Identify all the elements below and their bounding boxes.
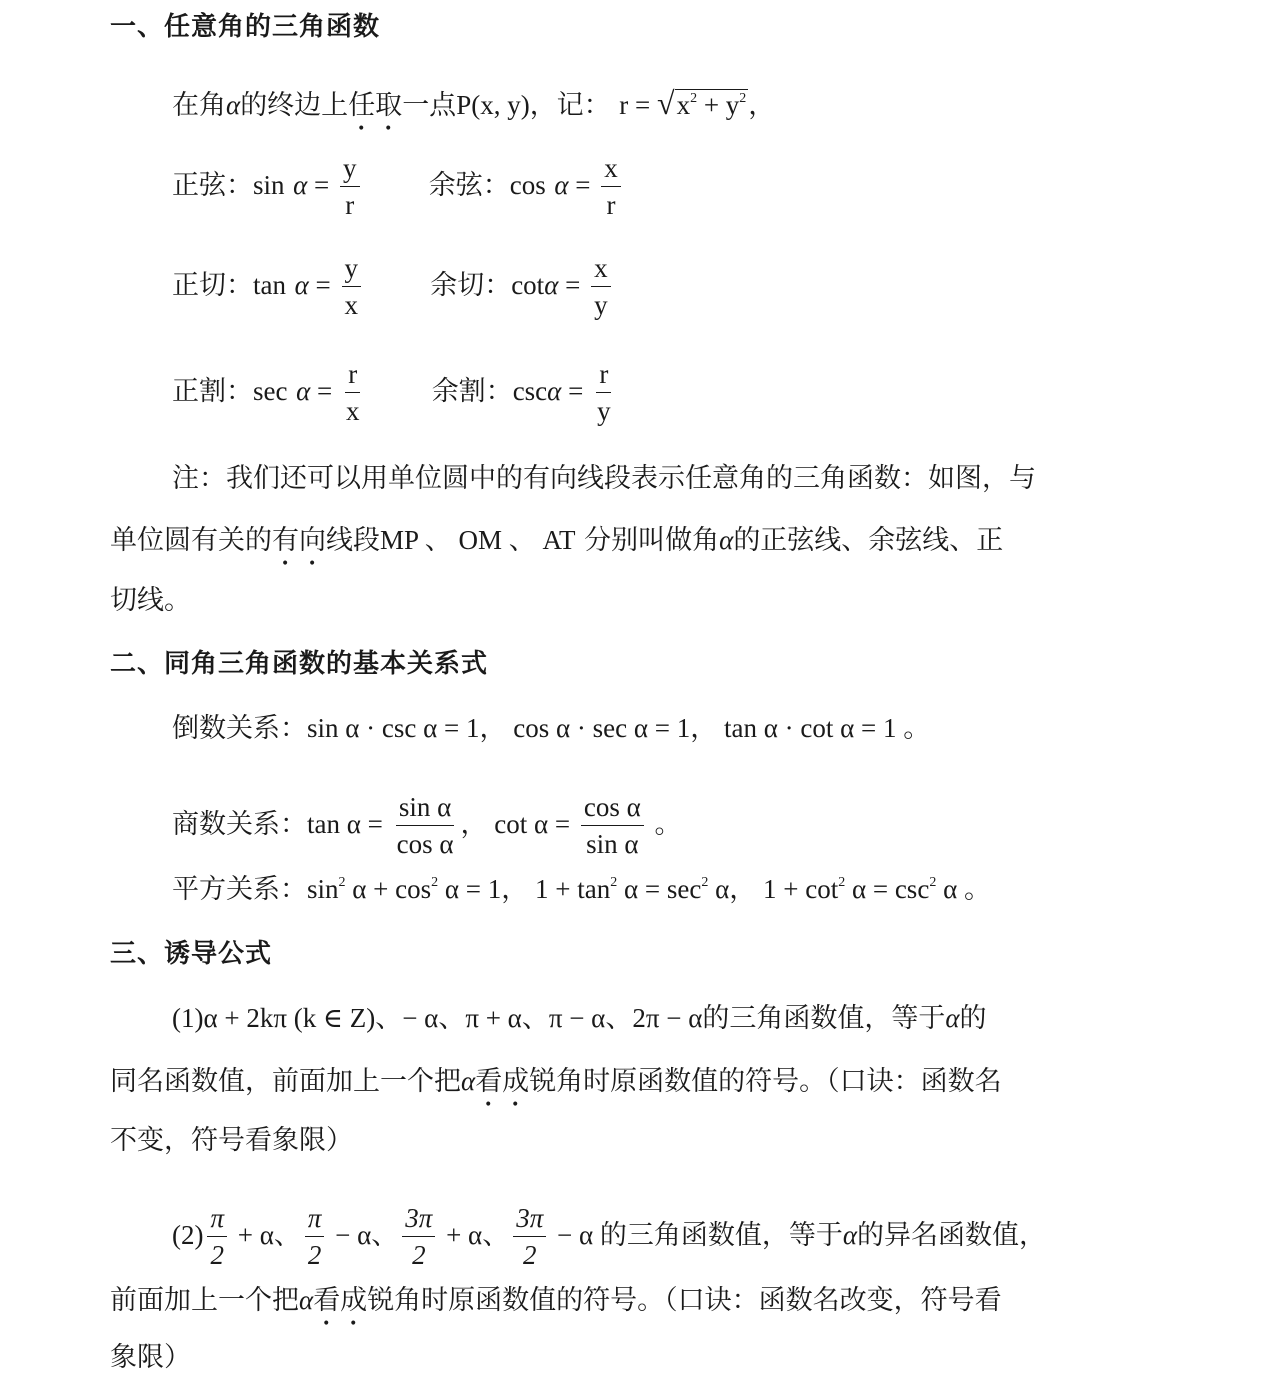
fraction (581, 789, 644, 862)
def-label-cos: 余弦： (428, 170, 510, 201)
text: 的正弦线、余弦线、正 (733, 525, 1004, 556)
rule2-line-2 (110, 1283, 1002, 1332)
numerator: x (591, 250, 611, 287)
exponent: 2 (431, 875, 439, 890)
text: ， (748, 90, 776, 121)
equals: = (308, 270, 338, 300)
rule2-line-3: 象限） (110, 1342, 191, 1373)
fraction (513, 1200, 546, 1273)
numerator: r (596, 356, 611, 393)
relation-label: 商数关系： (172, 809, 307, 840)
rule1-line-3: 不变，符号看象限） (110, 1125, 353, 1156)
separator: ， (460, 809, 495, 839)
text: 的异名函数值， (857, 1220, 1047, 1251)
operator: + α、 (439, 1220, 510, 1250)
alpha-symbol: α (547, 376, 562, 406)
exponent: 2 (610, 875, 618, 890)
period: 。 (647, 809, 682, 839)
text: 在角 (172, 90, 226, 121)
numerator: sin α (396, 789, 454, 826)
text: ，记： (529, 90, 611, 121)
def-label-cot: 余切： (430, 270, 512, 301)
numerator: 3π (513, 1200, 546, 1237)
equals: = (310, 376, 339, 406)
relation-label: 倒数关系： (172, 713, 307, 744)
expr-part: α = sec (617, 874, 702, 904)
square-relation (172, 872, 991, 907)
section-heading-1: 一、任意角的三角函数 (110, 12, 381, 42)
alpha-symbol: α (842, 1220, 858, 1250)
fn-cot: cot (511, 270, 545, 300)
note-line-1: 注：我们还可以用单位圆中的有向线段表示任意角的三角函数：如图，与 (172, 463, 1036, 494)
relation-label: 平方关系： (172, 874, 307, 905)
exponent: 2 (701, 875, 709, 890)
numerator: π (305, 1200, 325, 1237)
numerator: π (207, 1200, 227, 1237)
denominator: x (346, 396, 360, 426)
text: 一点 (402, 90, 457, 121)
equals: = (307, 170, 337, 200)
fn-csc: csc (512, 376, 548, 406)
alpha-symbol: α (461, 1066, 476, 1096)
alpha-symbol: α (945, 1003, 960, 1033)
r-equals: r = (619, 90, 657, 120)
denominator: r (606, 190, 616, 220)
operator: + α、 (231, 1220, 301, 1250)
denominator: r (345, 190, 355, 220)
fn-cos: cos (509, 170, 546, 200)
text: 锐角时原函数值的符号。（口诀：函数名改变，符号看 (367, 1285, 1002, 1316)
lhs: cot α = (494, 809, 577, 839)
numerator: y (340, 150, 360, 187)
quotient-relation (172, 789, 682, 862)
note-line-2 (110, 523, 1003, 572)
def-row-sin-cos (172, 150, 625, 223)
text: 的终边上 (240, 90, 349, 121)
expr-part: α + cos (345, 874, 432, 904)
expr-part: α 。 (936, 874, 991, 904)
denominator: sin α (586, 829, 639, 859)
denominator: 2 (307, 1240, 322, 1270)
reciprocal-relation (172, 711, 930, 746)
equals: = (558, 270, 588, 300)
text: 前面加上一个把 (110, 1285, 299, 1316)
section-heading-3: 三、诱导公式 (110, 939, 273, 969)
denominator: y (594, 290, 608, 320)
emphasis-text: 有向 (272, 525, 326, 556)
fraction (342, 250, 362, 323)
text: 锐角时原函数值的符号。（口诀：函数名 (529, 1066, 1002, 1097)
expr-part: α = 1， 1 + tan (438, 874, 611, 904)
alpha-symbol: α (554, 170, 569, 200)
text: 的三角函数值，等于 (702, 1003, 946, 1034)
fraction (594, 356, 614, 429)
radicand (675, 89, 749, 120)
exponent: 2 (929, 875, 937, 890)
expr-part: α， 1 + cot (708, 874, 839, 904)
var-x: x (676, 90, 691, 120)
def-label-sec: 正割： (172, 376, 253, 407)
note-line-3: 切线。 (110, 585, 191, 616)
alpha-symbol: α (299, 1285, 314, 1315)
exponent: 2 (838, 875, 846, 890)
segment-names: MP 、 OM 、 AT (380, 525, 576, 555)
numerator: cos α (581, 789, 644, 826)
text: 单位圆有关的 (110, 525, 272, 556)
operator: − α、 (328, 1220, 399, 1250)
section-heading-2: 二、同角三角函数的基本关系式 (110, 649, 489, 679)
equals: = (568, 170, 598, 200)
alpha-symbol: α (296, 376, 311, 406)
def-label-tan: 正切： (172, 270, 253, 301)
rule1-line-1 (172, 1001, 987, 1036)
equals: = (561, 376, 591, 406)
emphasis-text: 看成 (313, 1285, 368, 1316)
plus: + (697, 90, 726, 120)
sqrt-expression (657, 86, 748, 123)
expr-part: sin (307, 874, 339, 904)
alpha-symbol: α (226, 90, 241, 120)
fraction (343, 356, 363, 429)
rule-number: (2) (172, 1220, 204, 1250)
alpha-symbol: α (293, 170, 308, 200)
def-row-sec-csc (172, 356, 618, 429)
denominator: cos α (396, 829, 454, 859)
var-y: y (725, 90, 740, 120)
exponent: 2 (338, 875, 346, 890)
denominator: 2 (210, 1240, 224, 1270)
exponent: 2 (739, 91, 747, 106)
rule2-line-1 (172, 1200, 1046, 1273)
alpha-symbol: α (719, 525, 734, 555)
relation-expression: sin α · csc α = 1， cos α · sec α = 1， tan α · cot α = 1 。 (307, 713, 931, 743)
point-notation: P(x, y) (456, 90, 530, 120)
rule1-line-2 (110, 1064, 1002, 1113)
fraction (402, 1200, 435, 1273)
operator: − α (550, 1220, 600, 1250)
denominator: 2 (412, 1240, 426, 1270)
denominator: 2 (522, 1240, 537, 1270)
numerator: 3π (402, 1200, 435, 1237)
numerator: y (342, 250, 362, 287)
numerator: x (601, 150, 621, 187)
fn-tan: tan (253, 270, 286, 300)
fraction (601, 150, 621, 223)
text: 线段 (326, 525, 380, 556)
fraction (340, 150, 360, 223)
denominator: y (597, 396, 611, 426)
fraction (305, 1200, 325, 1273)
text: 同名函数值，前面加上一个把 (110, 1066, 461, 1097)
expr-part: α = csc (845, 874, 930, 904)
alpha-symbol: α (294, 270, 309, 300)
text: 的三角函数值，等于 (599, 1220, 843, 1251)
exponent: 2 (690, 91, 698, 106)
sqrt-icon: √ (657, 85, 675, 121)
emphasis-text: 看成 (475, 1066, 530, 1097)
lhs: tan α = (307, 809, 390, 839)
emphasis-text: 任取 (348, 90, 403, 121)
fraction (207, 1200, 227, 1273)
intro-paragraph (172, 86, 775, 137)
denominator: x (344, 290, 359, 320)
text: 的 (959, 1003, 987, 1034)
fn-sin: sin (253, 170, 285, 200)
def-label-sin: 正弦： (172, 170, 253, 201)
def-row-tan-cot (172, 250, 615, 323)
numerator: r (345, 356, 360, 393)
text: 分别叫做角 (575, 525, 720, 556)
fn-sec: sec (253, 376, 288, 406)
fraction (591, 250, 611, 323)
fraction (394, 789, 457, 862)
angle-list: α + 2kπ (k ∈ Z)、− α、π + α、π − α、2π − α (203, 1003, 703, 1033)
rule-number: (1) (172, 1003, 204, 1033)
alpha-symbol: α (544, 270, 559, 300)
def-label-csc: 余割： (431, 376, 513, 407)
